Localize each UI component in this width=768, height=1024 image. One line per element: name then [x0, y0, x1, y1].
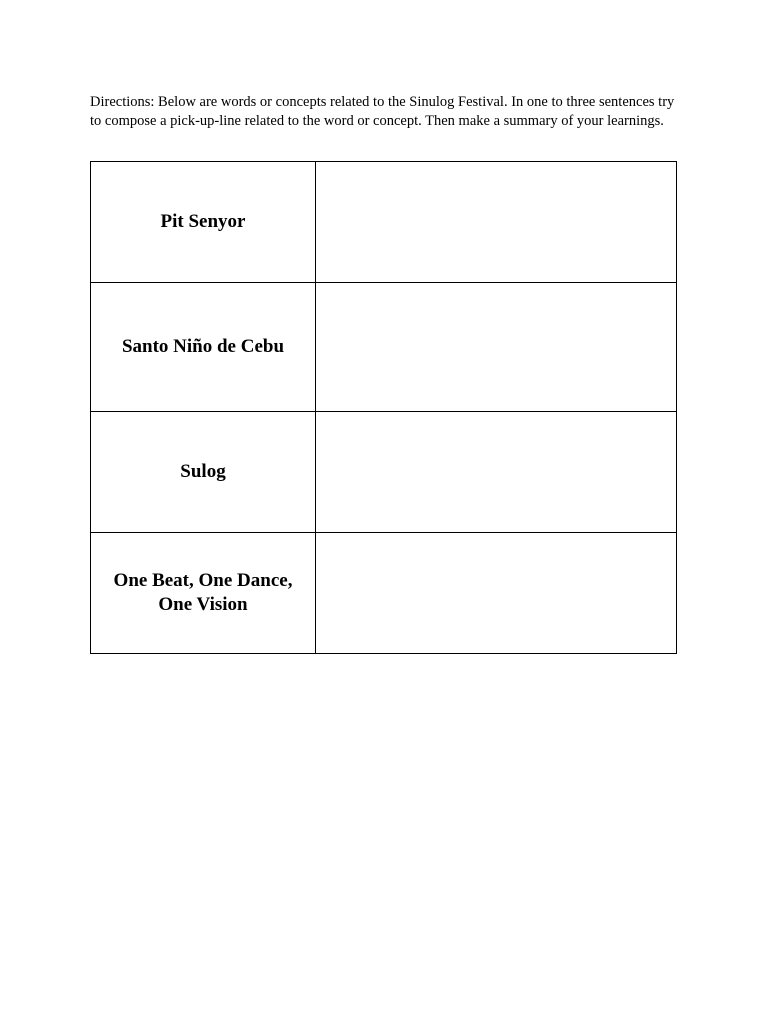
table-row	[91, 162, 677, 283]
directions-text: Directions: Below are words or concepts related to the Sinulog Festival. In one to three sentences try to compose a pick-up-line related to the word or concept. Then make a summary of your learnings.	[90, 94, 675, 129]
term-label: Pit Senyor	[160, 211, 246, 232]
term-cell	[91, 283, 316, 412]
answer-cell[interactable]	[316, 283, 677, 412]
term-cell	[91, 412, 316, 533]
term-label: One Beat, One Dance, One Vision	[113, 570, 293, 615]
worksheet-table	[90, 161, 677, 654]
term-label: Santo Niño de Cebu	[121, 336, 285, 357]
table-row	[91, 533, 677, 654]
term-cell	[91, 533, 316, 654]
term-label: Sulog	[180, 461, 226, 482]
table-row	[91, 283, 677, 412]
term-cell	[91, 162, 316, 283]
answer-cell[interactable]	[316, 533, 677, 654]
table-row	[91, 412, 677, 533]
answer-cell[interactable]	[316, 412, 677, 533]
answer-cell[interactable]	[316, 162, 677, 283]
